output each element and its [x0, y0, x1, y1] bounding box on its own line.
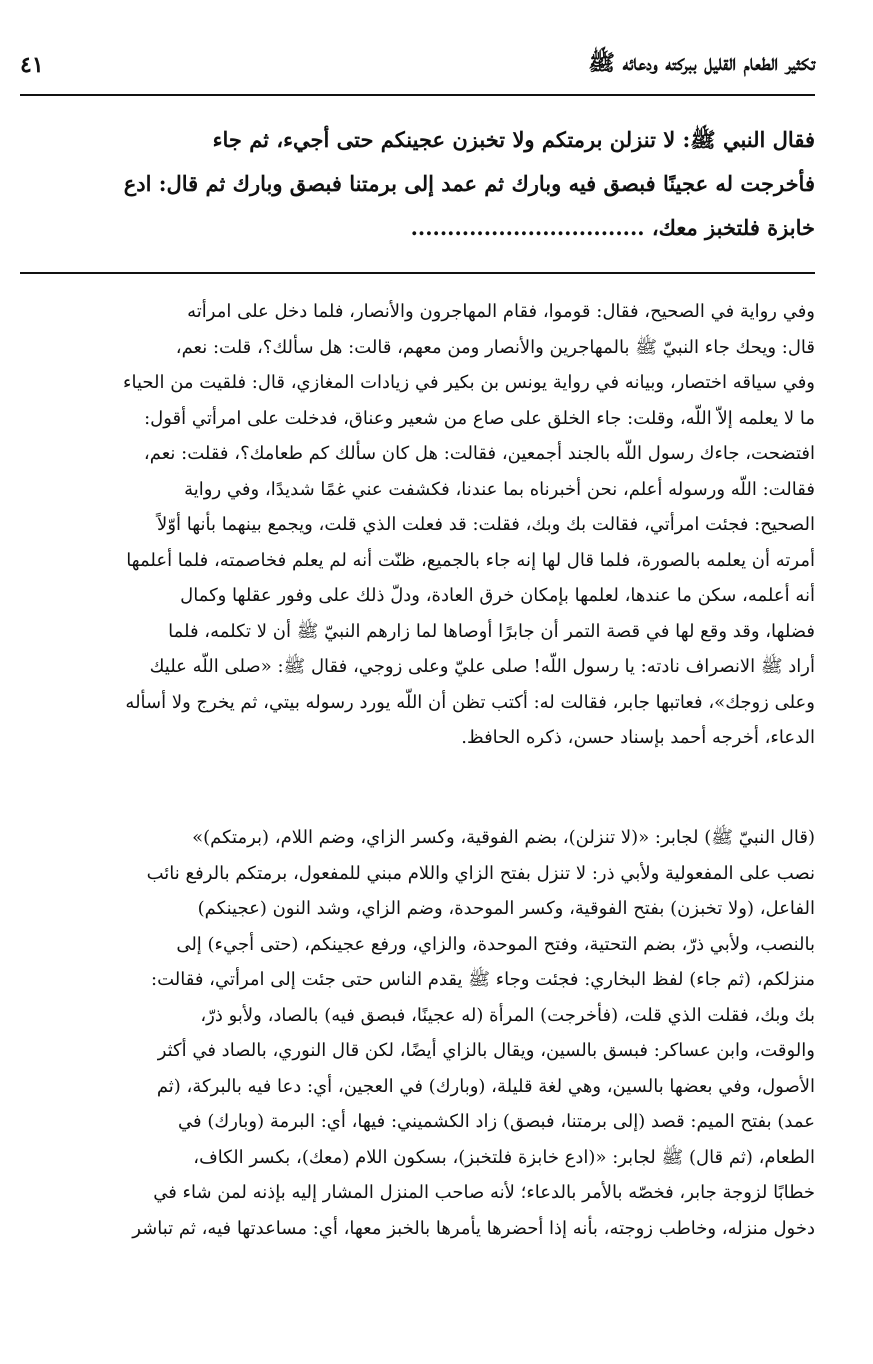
commentary-line: الصحيح: فجئت امرأتي، فقالت بك وبك، فقلت: قد فعلت الذي قلت، ويجمع بينهما بأنها أوّلاً — [157, 514, 815, 535]
hadith-line: خابزة فلتخبز معك، ................................ — [410, 215, 815, 240]
commentary-line: قال: ويحك جاء النبيّ ﷺ بالمهاجرين والأنصار ومن معهم، قالت: هل سألك؟، قلت: نعم، — [175, 336, 815, 358]
commentary-line: أراد ﷺ الانصراف نادته: يا رسول اللّه! صلى عليّ وعلى زوجي، فقال ﷺ: «صلى اللّه عليك — [149, 656, 815, 677]
explanation-line: عمد) بفتح الميم: قصد (إلى برمتنا، فبصق) زاد الكشميني: فيها، أي: البرمة (وبارك) في — [178, 1111, 815, 1132]
commentary-paragraph — [20, 294, 815, 756]
explanation-line: (قال النبيّ ﷺ) لجابر: «(لا تنزلن)، بضم الفوقية، وكسر الزاي، وضم اللام، (برمتكم)» — [192, 827, 815, 848]
running-title: تكثير الطعام القليل ببركته ودعائه ﷺ — [588, 50, 815, 76]
header-rule — [20, 94, 815, 96]
hadith-text — [20, 118, 815, 250]
explanation-line: بك وبك، فقلت الذي قلت، (فأخرجت) المرأة (له عجينًا، فبصق فيه) بالصاد، ولأبو ذرّ، — [200, 1004, 815, 1026]
explanation-line: الفاعل، (ولا تخبزن) بفتح الفوقية، وكسر الموحدة، وضم الزاي، وشد النون (عجينكم) — [197, 898, 815, 919]
explanation-line: الطعام، (ثم قال) ﷺ لجابر: «(ادع خابزة فلتخبز)، بسكون اللام (معك)، بكسر الكاف، — [193, 1146, 815, 1168]
commentary-line: وفي رواية في الصحيح، فقال: قوموا، فقام المهاجرون والأنصار، فلما دخل على امرأته — [187, 301, 815, 322]
explanation-line: والوقت، وابن عساكر: فبسق بالسين، ويقال بالزاي أيضًا، لكن قال النوري، بالصاد في أكثر — [157, 1040, 815, 1061]
commentary-line: أمرته أن يعلمه بالصورة، فلما قال لها إنه جاء بالجميع، ظنّت أنه لم يعلم فخاصمته، فلما أعلمها — [126, 549, 815, 571]
explanation-line: نصب على المفعولية ولأبي ذر: لا تنزل بفتح الزاي واللام مبني للمفعول، برمتكم بالرفع نائب — [146, 862, 815, 884]
commentary-line: أنه أعلمه، سكن ما عندها، لعلمها بإمكان خرق العادة، ودلّ ذلك على وفور عقلها وكمال — [180, 585, 815, 606]
hadith-line: فقال النبي ﷺ: لا تنزلن برمتكم ولا تخبزن عجينكم حتى أجيء، ثم جاء — [212, 127, 815, 152]
explanation-paragraph — [20, 820, 815, 1246]
commentary-line: وفي سياقه اختصار، وبيانه في رواية يونس بن بكير في زيادات المغازي، قال: فلقيت من الحياء — [123, 372, 815, 393]
commentary-line: فقالت: اللّه ورسوله أعلم، نحن أخبرناه بما عندنا، فكشفت عني غمًا شديدًا، وفي رواية — [184, 478, 815, 500]
commentary-line: الدعاء، أخرجه أحمد بإسناد حسن، ذكره الحافظ. — [461, 727, 815, 748]
commentary-line: ما لا يعلمه إلاّ اللّه، وقلت: جاء الخلق على صاع من شعير وعناق، فدخلت على امرأتي أقول: — [144, 407, 815, 429]
commentary-line: افتضحت، جاءك رسول اللّه بالجند أجمعين، فقالت: هل كان سألك كم طعامك؟، فقلت: نعم، — [143, 443, 815, 464]
explanation-line: بالنصب، ولأبي ذرّ، بضم التحتية، وفتح الموحدة، والزاي، ورفع عجينكم، (حتى أجيء) إلى — [176, 933, 815, 955]
page-number: ٤١ — [20, 52, 44, 78]
commentary-line: فضلها، وقد وقع لها في قصة التمر أن جابرًا أوصاها لما زارهم النبيّ ﷺ أن لا تكلمه، فلما — [168, 620, 815, 642]
commentary-line: وعلى زوجك»، فعاتبها جابر، فقالت له: أكتب تظن أن اللّه يورد رسوله بيتي، ثم يخرج ولا أسأله — [125, 691, 815, 713]
hadith-line: فأخرجت له عجينًا فبصق فيه وبارك ثم عمد إلى برمتنا فبصق وبارك ثم قال: ادع — [123, 171, 815, 196]
explanation-line: خطابًا لزوجة جابر، فخصّه بالأمر بالدعاء؛ لأنه صاحب المنزل المشار إليه بإذنه لمن شاء في — [153, 1182, 815, 1203]
explanation-line: الأصول، وفي بعضها بالسين، وهي لغة قليلة، (وبارك) في العجين، أي: دعا فيه بالبركة، (ثم — [156, 1075, 815, 1097]
explanation-line: دخول منزله، وخاطب زوجته، بأنه إذا أحضرها يأمرها بالخبز معها، أي: مساعدتها فيه، ثم تباشر — [132, 1217, 815, 1239]
section-rule — [20, 272, 815, 274]
explanation-line: منزلكم، (ثم جاء) لفظ البخاري: فجئت وجاء ﷺ يقدم الناس حتى جئت إلى امرأتي، فقالت: — [151, 969, 815, 990]
page-header — [20, 40, 815, 90]
